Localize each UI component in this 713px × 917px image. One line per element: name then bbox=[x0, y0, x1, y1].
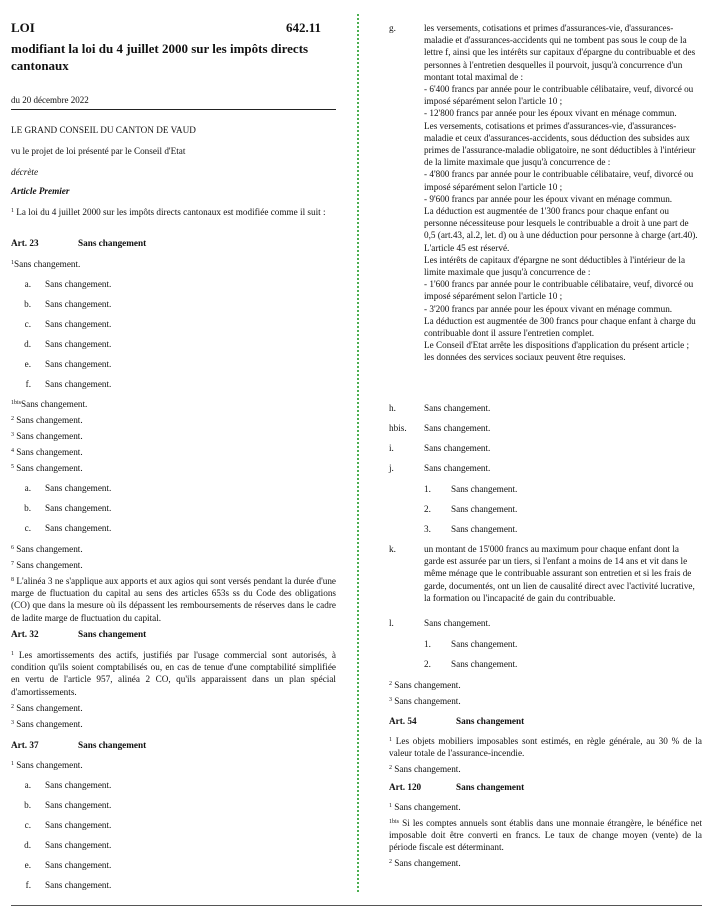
letter-e-text: Sans changement. bbox=[45, 860, 112, 870]
letter-hbis: hbis. bbox=[389, 423, 407, 433]
art32-heading: Art. 32 Sans changement bbox=[11, 629, 147, 639]
j-item-1-text: Sans changement. bbox=[451, 484, 518, 494]
header-rule bbox=[11, 109, 336, 110]
art37-al3: $^3$ Sans changement. bbox=[389, 696, 461, 706]
art37-al1: $^1$ Sans changement. bbox=[11, 760, 83, 770]
letter-d-text: Sans changement. bbox=[45, 840, 112, 850]
letter-b: b. bbox=[24, 800, 31, 810]
art120-al1: $^1$ Sans changement. bbox=[389, 802, 461, 812]
letter-i: i. bbox=[389, 443, 394, 453]
art120-heading: Art. 120 Sans changement bbox=[389, 782, 525, 792]
letter-c: c. bbox=[24, 523, 31, 533]
letter-l-text: Sans changement. bbox=[424, 618, 491, 628]
law-type-heading bbox=[11, 22, 321, 34]
letter-f-text: Sans changement. bbox=[45, 379, 112, 389]
letter-k: k. bbox=[389, 544, 396, 554]
art120-al1bis: $^{1bis}$ Si les comptes annuels sont établis dans une monnaie étrangère, le bénéfice net imposable doit être converti en francs. Le taux de change moyen (vente) de la période fiscale est déterminant. bbox=[389, 818, 702, 853]
letter-a: a. bbox=[24, 279, 31, 289]
art23-al3: $^3$ Sans changement. bbox=[11, 431, 83, 441]
letter-e-text: Sans changement. bbox=[45, 359, 112, 369]
letter-e: e. bbox=[24, 860, 31, 870]
art32-al3: $^3$ Sans changement. bbox=[11, 719, 83, 729]
letter-g: g. bbox=[389, 23, 396, 33]
letter-g-text: les versements, cotisations et primes d'assurances-vie, d'assurances- maladie et d'assurances-accidents qui ne tombent pas sous le coup de la lettre f, ainsi que les intérêts sur capitaux d'épargne du contribuable et des personnes à l'entretien desquelles il pourvoit, jusqu'à concurrence d'un montant total maximal de : - 6'400 francs par année pour le contribuable célibataire, veuf, divorcé ou imposé séparément selon l'article 10 ; - 12'800 francs par année pour les époux vivant en ménage commun. Les versements, cotisations et primes d'assurances-vie, d'assurances- maladie et ceux d'assurances-accidents, sous déduction des subsides aux primes de l'assurance-maladie obligatoire, ne sont déductibles à l'intérieur de la limite maximale que jusqu'à concurrence de : - 4'800 francs par année pour le contribuable célibataire, veuf, divorcé ou imposé séparément selon l'article 10 ; - 9'600 francs par année pour les époux vivant en ménage commun. La déduction est augmentée de 1'300 francs pour chaque enfant ou personne nécessiteuse pour lesquels le contribuable a droit à une part de 0,5 (art.43, al.2, let. d) ou à une déduction pour personne à charge (art.40). L'article 45 est réservé. Les intérêts de capitaux d'épargne ne sont déductibles à l'intérieur de la limite maximale que jusqu'à concurrence de : - 1'600 francs par année pour le contribuable célibataire, veuf, divorcé ou imposé séparément selon l'article 10 ; - 3'200 francs par année pour les époux vivant en ménage commun. La déduction est augmentée de 300 francs pour chaque enfant à charge du contribuable dont il assure l'entretien complet. Le Conseil d'Etat arrête les dispositions d'application du présent article ; les données des services sociaux peuvent être requises. bbox=[424, 23, 698, 363]
letter-c-text: Sans changement. bbox=[45, 820, 112, 830]
decree: décrète bbox=[11, 167, 39, 177]
article-premier: Article Premier bbox=[11, 186, 70, 196]
letter-b-text: Sans changement. bbox=[45, 800, 112, 810]
letter-i-text: Sans changement. bbox=[424, 443, 491, 453]
letter-e: e. bbox=[24, 359, 31, 369]
j-item-3: 3. bbox=[424, 524, 431, 534]
letter-f-text: Sans changement. bbox=[45, 880, 112, 890]
letter-a-text: Sans changement. bbox=[45, 780, 112, 790]
art54-heading: Art. 54 Sans changement bbox=[389, 716, 525, 726]
art23-al8: $^8$ L'alinéa 3 ne s'applique aux apports et aux agios qui sont versés pendant la durée d'une marge de fluctuation du capital au sens des articles 653s ss du Code des obligations (CO) que dans la mesure où ils dépassent les remboursements de réserves dans le cadre de ladite marge de fluctuation du capital. bbox=[11, 576, 336, 623]
art23-al1: $^1$Sans changement. bbox=[11, 259, 81, 269]
letter-d-text: Sans changement. bbox=[45, 339, 112, 349]
j-item-3-text: Sans changement. bbox=[451, 524, 518, 534]
letter-c: c. bbox=[24, 820, 31, 830]
letter-b: b. bbox=[24, 299, 31, 309]
art23-al1bis: $^{1bis}$Sans changement. bbox=[11, 399, 88, 409]
l-item-1: 1. bbox=[424, 639, 431, 649]
letter-d: d. bbox=[24, 339, 31, 349]
letter-h-text: Sans changement. bbox=[424, 403, 491, 413]
letter-h: h. bbox=[389, 403, 396, 413]
art32-al2: $^2$ Sans changement. bbox=[11, 703, 83, 713]
letter-j: j. bbox=[389, 463, 394, 473]
art37-heading: Art. 37 Sans changement bbox=[11, 740, 147, 750]
seen-clause: vu le projet de loi présenté par le Conseil d'Etat bbox=[11, 146, 186, 156]
letter-a-text: Sans changement. bbox=[45, 483, 112, 493]
letter-b-text: Sans changement. bbox=[45, 503, 112, 513]
letter-k-text: un montant de 15'000 francs au maximum pour chaque enfant dont la garde est assurée par un tiers, si l'enfant a moins de 14 ans et vit dans le même ménage que le contribuable assurant son entretien et si les frais de garde, documentés, ont un lien de causalité direct avec l'activité lucrative, la formation ou l'incapacité de gain du contribuable. bbox=[424, 544, 695, 603]
art23-al7: $^7$ Sans changement. bbox=[11, 560, 83, 570]
letter-a: a. bbox=[24, 780, 31, 790]
l-item-2-text: Sans changement. bbox=[451, 659, 518, 669]
letter-a-text: Sans changement. bbox=[45, 279, 112, 289]
art23-al2: $^2$ Sans changement. bbox=[11, 415, 83, 425]
letter-l: l. bbox=[389, 618, 394, 628]
art23-al6: $^6$ Sans changement. bbox=[11, 544, 83, 554]
art32-al1: $^1$ Les amortissements des actifs, justifiés par l'usage commercial sont autorisés, à condition qu'ils soient comptabilisés ou, en cas de tenue d'une comptabilité simplifiée en vertu de l'article 957, alinéa 2 CO, qu'ils apparaissent dans un plan spécial d'amortissements. bbox=[11, 650, 337, 697]
l-item-1-text: Sans changement. bbox=[451, 639, 518, 649]
j-item-2-text: Sans changement. bbox=[451, 504, 518, 514]
letter-a: a. bbox=[24, 483, 31, 493]
column-divider bbox=[357, 14, 359, 892]
j-item-2: 2. bbox=[424, 504, 431, 514]
art23-al5: $^5$ Sans changement. bbox=[11, 463, 83, 473]
footer-rule bbox=[11, 905, 702, 906]
letter-b-text: Sans changement. bbox=[45, 299, 112, 309]
intro-paragraph: $^1$ La loi du 4 juillet 2000 sur les impôts directs cantonaux est modifiée comme il suit : bbox=[11, 207, 326, 217]
letter-f: f. bbox=[25, 379, 31, 389]
art23-heading: Art. 23 Sans changement bbox=[11, 238, 147, 248]
letter-b: b. bbox=[24, 503, 31, 513]
letter-hbis-text: Sans changement. bbox=[424, 423, 491, 433]
art120-al2: $^2$ Sans changement. bbox=[389, 858, 461, 868]
art37-al2: $^2$ Sans changement. bbox=[389, 680, 461, 690]
art54-al2: $^2$ Sans changement. bbox=[389, 764, 461, 774]
j-item-1: 1. bbox=[424, 484, 431, 494]
letter-f: f. bbox=[25, 880, 31, 890]
law-type: LOI bbox=[11, 20, 35, 35]
law-date: du 20 décembre 2022 bbox=[11, 95, 89, 105]
l-item-2: 2. bbox=[424, 659, 431, 669]
law-title: modifiant la loi du 4 juillet 2000 sur les impôts directs cantonaux bbox=[11, 41, 309, 73]
grand-council: LE GRAND CONSEIL DU CANTON DE VAUD bbox=[11, 125, 196, 135]
law-number: 642.11 bbox=[285, 20, 321, 35]
letter-j-text: Sans changement. bbox=[424, 463, 491, 473]
letter-c-text: Sans changement. bbox=[45, 523, 112, 533]
letter-c: c. bbox=[24, 319, 31, 329]
letter-d: d. bbox=[24, 840, 31, 850]
art23-al4: $^4$ Sans changement. bbox=[11, 447, 83, 457]
art54-al1: $^1$ Les objets mobiliers imposables sont estimés, en règle générale, au 30 % de la valeur totale de l'assurance-incendie. bbox=[389, 736, 703, 759]
letter-c-text: Sans changement. bbox=[45, 319, 112, 329]
